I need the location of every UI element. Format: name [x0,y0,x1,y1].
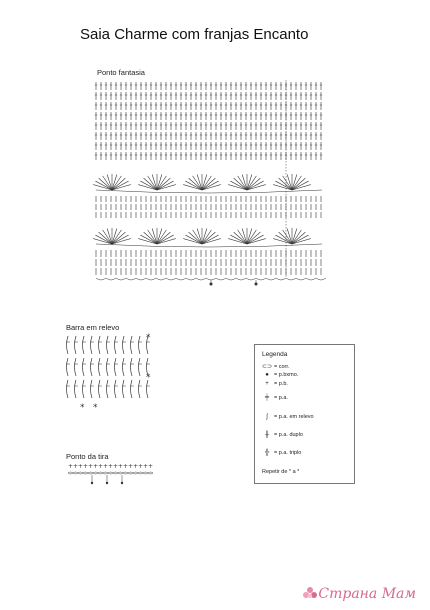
chain-arc [276,278,286,280]
chain-arc [116,278,126,280]
chain-mark [83,472,88,474]
relief-stitch [131,380,133,398]
slip-stitch-mark [106,482,108,484]
relief-stitch [123,380,125,398]
chain-mark [118,472,123,474]
relief-stitch [139,358,141,376]
chain-arc [156,278,166,280]
repeat-asterisk: * [93,403,98,410]
legend-item-label: = p.a. duplo [274,432,303,438]
single-crochet-mark: + [128,463,134,470]
relief-stitch [83,336,85,354]
single-crochet-mark: + [78,463,84,470]
chain-mark [68,472,73,474]
relief-stitch [139,336,141,354]
chain-mark [128,472,133,474]
single-crochet-mark: + [98,463,104,470]
legend-box [254,344,355,484]
relief-stitch [131,358,133,376]
legend-item-pa-relevo [262,414,314,420]
chain-arc [146,278,156,280]
legend-item-label: = p.b. [274,381,288,387]
relief-stitch [75,336,77,354]
legend-item-label: = p.bxmo. [274,372,299,378]
single-crochet-mark: + [88,463,94,470]
legend-item-corr [262,363,289,370]
chain-mark [98,472,103,474]
single-crochet-mark: + [118,463,124,470]
relief-stitch [67,380,69,398]
chain-arc [246,278,256,280]
chain-symbol-icon: ⊂⊃ [262,364,273,370]
chain-arc [106,278,116,280]
single-crochet-mark: + [138,463,144,470]
relief-stitch [91,336,93,354]
chain-mark [78,472,83,474]
relief-stitch [115,380,117,398]
double-crochet-symbol-icon: ╪ [264,395,270,401]
chain-mark [133,472,138,474]
chain-mark [138,472,143,474]
legend-item-pa [262,395,288,401]
slip-stitch-mark [91,482,93,484]
ponto-fantasia-chart [90,78,330,298]
barra-em-relevo-chart [62,330,162,410]
relief-stitch [83,358,85,376]
single-crochet-mark: + [83,463,89,470]
relief-stitch [139,380,141,398]
relief-stitch [107,336,109,354]
single-crochet-mark: + [143,463,149,470]
chain-arc [296,278,306,280]
relief-stitch [91,358,93,376]
single-crochet-mark: + [148,463,154,470]
ponto-fantasia-label: Ponto fantasia [97,68,145,77]
relief-stitch [67,336,69,354]
legend-repeat-note: Repetir de * a * [262,469,300,475]
chain-mark [93,472,98,474]
single-crochet-mark: + [108,463,114,470]
chain-mark [143,472,148,474]
relief-stitch [67,358,69,376]
legend-item-label: = p.a. em relevo [274,414,314,420]
chain-arc [286,278,296,280]
relief-stitch [131,336,133,354]
chain-arc [186,278,196,280]
chain-arc [266,278,276,280]
ponto-da-tira-label: Ponto da tira [66,452,109,461]
chain-arc [216,278,226,280]
single-crochet-mark: + [113,463,119,470]
single-crochet-symbol-icon: + [265,381,269,387]
chain-arc [96,244,322,247]
relief-stitch [123,358,125,376]
chain-arc [166,278,176,280]
legend-item-pb [262,381,288,387]
page-title: Saia Charme com franjas Encanto [80,26,309,43]
chain-mark [148,472,153,474]
legend-item-pa-triplo [262,450,301,456]
chain-arc [236,278,246,280]
chain-mark [108,472,113,474]
relief-stitch [99,336,101,354]
slip-stitch-symbol-icon: ● [265,372,269,378]
relief-stitch [91,380,93,398]
chain-mark [73,472,78,474]
chain-arc [206,278,216,280]
chain-mark [123,472,128,474]
chain-arc [176,278,186,280]
chain-arc [256,278,266,280]
chain-arc [96,190,322,193]
legend-title: Legenda [262,351,288,358]
relief-stitch [99,380,101,398]
chain-arc [96,278,106,280]
chain-arc [126,278,136,280]
legend-item-pbxmo [262,372,298,378]
barra-em-relevo-label: Barra em relevo [66,323,120,332]
chain-arc [306,278,316,280]
treble-crochet-symbol-icon: ╫ [264,432,270,438]
legend-item-label: = p.a. triplo [274,450,302,456]
chain-arc [136,278,146,280]
relief-stitch [107,358,109,376]
relief-stitch [83,380,85,398]
single-crochet-mark: + [73,463,79,470]
chain-mark [113,472,118,474]
relief-stitch [75,380,77,398]
relief-stitch [115,336,117,354]
repeat-asterisk: * [80,403,85,410]
chain-mark [88,472,93,474]
watermark-text: Страна Мам [318,586,416,602]
double-treble-symbol-icon: ╬ [264,450,270,456]
chain-mark [103,472,108,474]
legend-item-label: = corr. [274,363,290,370]
repeat-asterisk: * [146,373,151,383]
chain-arc [196,278,206,280]
slip-stitch-mark [121,482,123,484]
chain-arc [316,278,326,280]
single-crochet-mark: + [68,463,74,470]
chain-arc [226,278,236,280]
post-stitch-symbol-icon: ʃ [266,414,268,420]
relief-stitch [99,358,101,376]
watermark [302,586,416,602]
flower-logo-icon [302,586,318,602]
single-crochet-mark: + [103,463,109,470]
repeat-asterisk: * [146,333,151,343]
legend-item-pa-duplo [262,432,303,438]
legend-item-label: = p.a. [274,395,288,401]
relief-stitch [115,358,117,376]
ponto-da-tira-chart [62,460,162,490]
single-crochet-mark: + [93,463,99,470]
relief-stitch [107,380,109,398]
relief-stitch [75,358,77,376]
single-crochet-mark: + [133,463,139,470]
single-crochet-mark: + [123,463,129,470]
relief-stitch [123,336,125,354]
